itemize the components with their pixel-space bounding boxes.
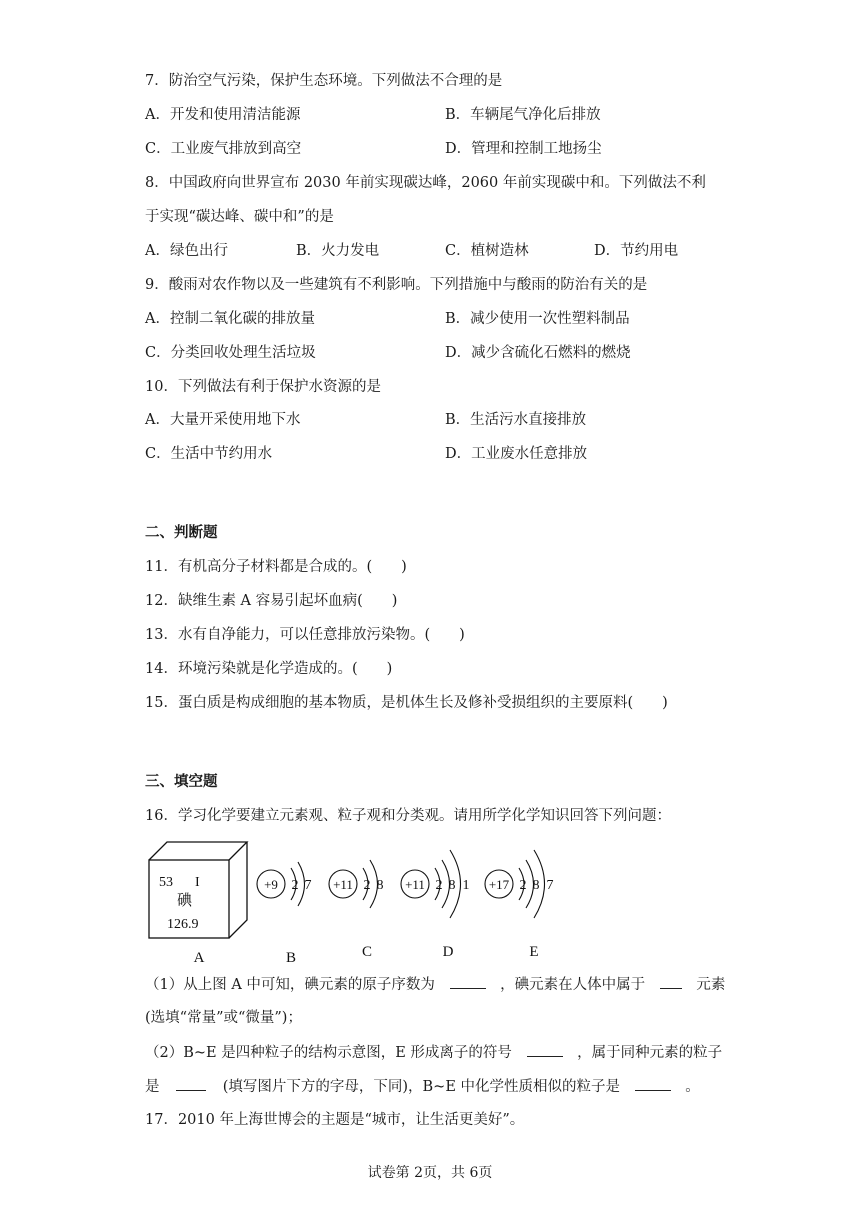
q16-atomic-number-blank[interactable]: [450, 974, 486, 989]
q10-option-c: C．生活中节约用水: [145, 446, 273, 462]
q16-part1-text-a: （1）从上图 A 中可知，碘元素的原子序数为: [145, 977, 435, 993]
q16-part1-text-c: 元素: [696, 977, 726, 993]
q16-part2-text-b: ，属于同种元素的粒子: [577, 1045, 723, 1061]
q7-option-c: C．工业废气排放到高空: [145, 141, 302, 157]
element-atomic-mass: 126.9: [167, 917, 199, 932]
q10-option-d: D．工业废水任意排放: [445, 446, 588, 462]
q16-part2-line2: [145, 1076, 700, 1097]
q15-item: 15．蛋白质是构成细胞的基本物质，是机体生长及修补受损组织的主要原料( ): [145, 695, 668, 711]
q7-stem: 7．防治空气污染，保护生态环境。下列做法不合理的是: [145, 73, 503, 89]
q13-item: 13．水有自净能力，可以任意排放污染物。( ): [145, 627, 465, 643]
q16-part1-line1: [145, 974, 725, 995]
q16-part2-text-c: 是: [145, 1079, 160, 1095]
figure-label-a: A: [193, 950, 205, 966]
q16-part2-text-a: （2）B~E 是四种粒子的结构示意图，E 形成离子的符号: [145, 1045, 512, 1061]
atom-c-shell-2: 8: [376, 878, 384, 893]
q10-option-a: A．大量开采使用地下水: [145, 412, 301, 428]
section-3-title: 三、填空题: [145, 773, 218, 790]
atom-e-shell-1: 2: [519, 878, 527, 893]
q16-similar-property-blank[interactable]: [635, 1076, 671, 1091]
q16-ion-symbol-blank[interactable]: [527, 1042, 563, 1057]
q8-option-a: A．绿色出行: [145, 243, 228, 259]
element-atomic-number: 53: [159, 875, 173, 890]
q12-item: 12．缺维生素 A 容易引起坏血病( ): [145, 593, 398, 609]
q8-stem-line1: 8．中国政府向世界宣布 2030 年前实现碳达峰，2060 年前实现碳中和。下列做法不利: [145, 175, 706, 191]
q16-part1-text-b: ，碘元素在人体中属于: [500, 977, 646, 993]
q7-option-b: B．车辆尾气净化后排放: [445, 107, 601, 123]
element-chinese-name: 碘: [177, 891, 193, 909]
q10-stem: 10．下列做法有利于保护水资源的是: [145, 379, 381, 395]
q11-item: 11．有机高分子材料都是合成的。( ): [145, 559, 407, 575]
q9-option-c: C．分类回收处理生活垃圾: [145, 345, 316, 361]
atom-d-shell-3: 1: [462, 878, 470, 893]
q16-same-element-blank[interactable]: [176, 1076, 206, 1091]
page-footer: 试卷第 2页，共 6页: [367, 1165, 493, 1181]
q16-stem: 16．学习化学要建立元素观、粒子观和分类观。请用所学化学知识回答下列问题：: [145, 808, 671, 824]
atom-b-shell-2: 7: [304, 878, 312, 893]
atom-d-shell-1: 2: [435, 878, 443, 893]
q8-option-c: C．植树造林: [445, 243, 529, 259]
atom-b-nucleus: +9: [264, 877, 278, 892]
atom-c-shell-1: 2: [363, 878, 371, 893]
figure-label-c: C: [361, 944, 373, 960]
q14-item: 14．环境污染就是化学造成的。( ): [145, 661, 393, 677]
q16-part2-text-d: (填写图片下方的字母，下同)，B~E 中化学性质相似的粒子是: [222, 1079, 621, 1095]
q10-option-b: B．生活污水直接排放: [445, 412, 587, 428]
q8-option-d: D．节约用电: [594, 243, 679, 259]
q7-option-d: D．管理和控制工地扬尘: [445, 141, 602, 157]
q7-option-a: A．开发和使用清洁能源: [145, 107, 301, 123]
q17-stem: 17．2010 年上海世博会的主题是“城市，让生活更美好”。: [145, 1112, 525, 1128]
atom-e-nucleus: +17: [488, 877, 510, 892]
q16-part1-line2: (选填“常量”或“微量”)；: [145, 1010, 302, 1026]
atom-d-shell-2: 8: [448, 878, 456, 893]
q16-part2-text-e: 。: [685, 1079, 700, 1095]
section-2-title: 二、判断题: [145, 524, 218, 541]
figure-label-d: D: [442, 944, 454, 960]
atom-c-nucleus: +11: [333, 877, 353, 892]
q9-stem: 9．酸雨对农作物以及一些建筑有不利影响。下列措施中与酸雨的防治有关的是: [145, 277, 648, 293]
q9-option-a: A．控制二氧化碳的排放量: [145, 311, 315, 327]
q16-element-type-blank[interactable]: [660, 974, 682, 989]
q8-option-b: B．火力发电: [296, 243, 380, 259]
atom-d-nucleus: +11: [405, 877, 425, 892]
q9-option-b: B．减少使用一次性塑料制品: [445, 311, 630, 327]
q16-part2-line1: [145, 1042, 722, 1063]
atom-e-shell-2: 8: [532, 878, 540, 893]
atomic-structure-figure: [145, 838, 575, 968]
atom-b-shell-1: 2: [291, 878, 299, 893]
atom-e-shell-3: 7: [546, 878, 554, 893]
figure-label-e: E: [529, 944, 539, 960]
q9-option-d: D．减少含硫化石燃料的燃烧: [445, 345, 631, 361]
element-symbol: I: [195, 875, 200, 890]
q8-stem-line2: 于实现“碳达峰、碳中和”的是: [145, 209, 334, 225]
figure-label-b: B: [285, 950, 297, 966]
